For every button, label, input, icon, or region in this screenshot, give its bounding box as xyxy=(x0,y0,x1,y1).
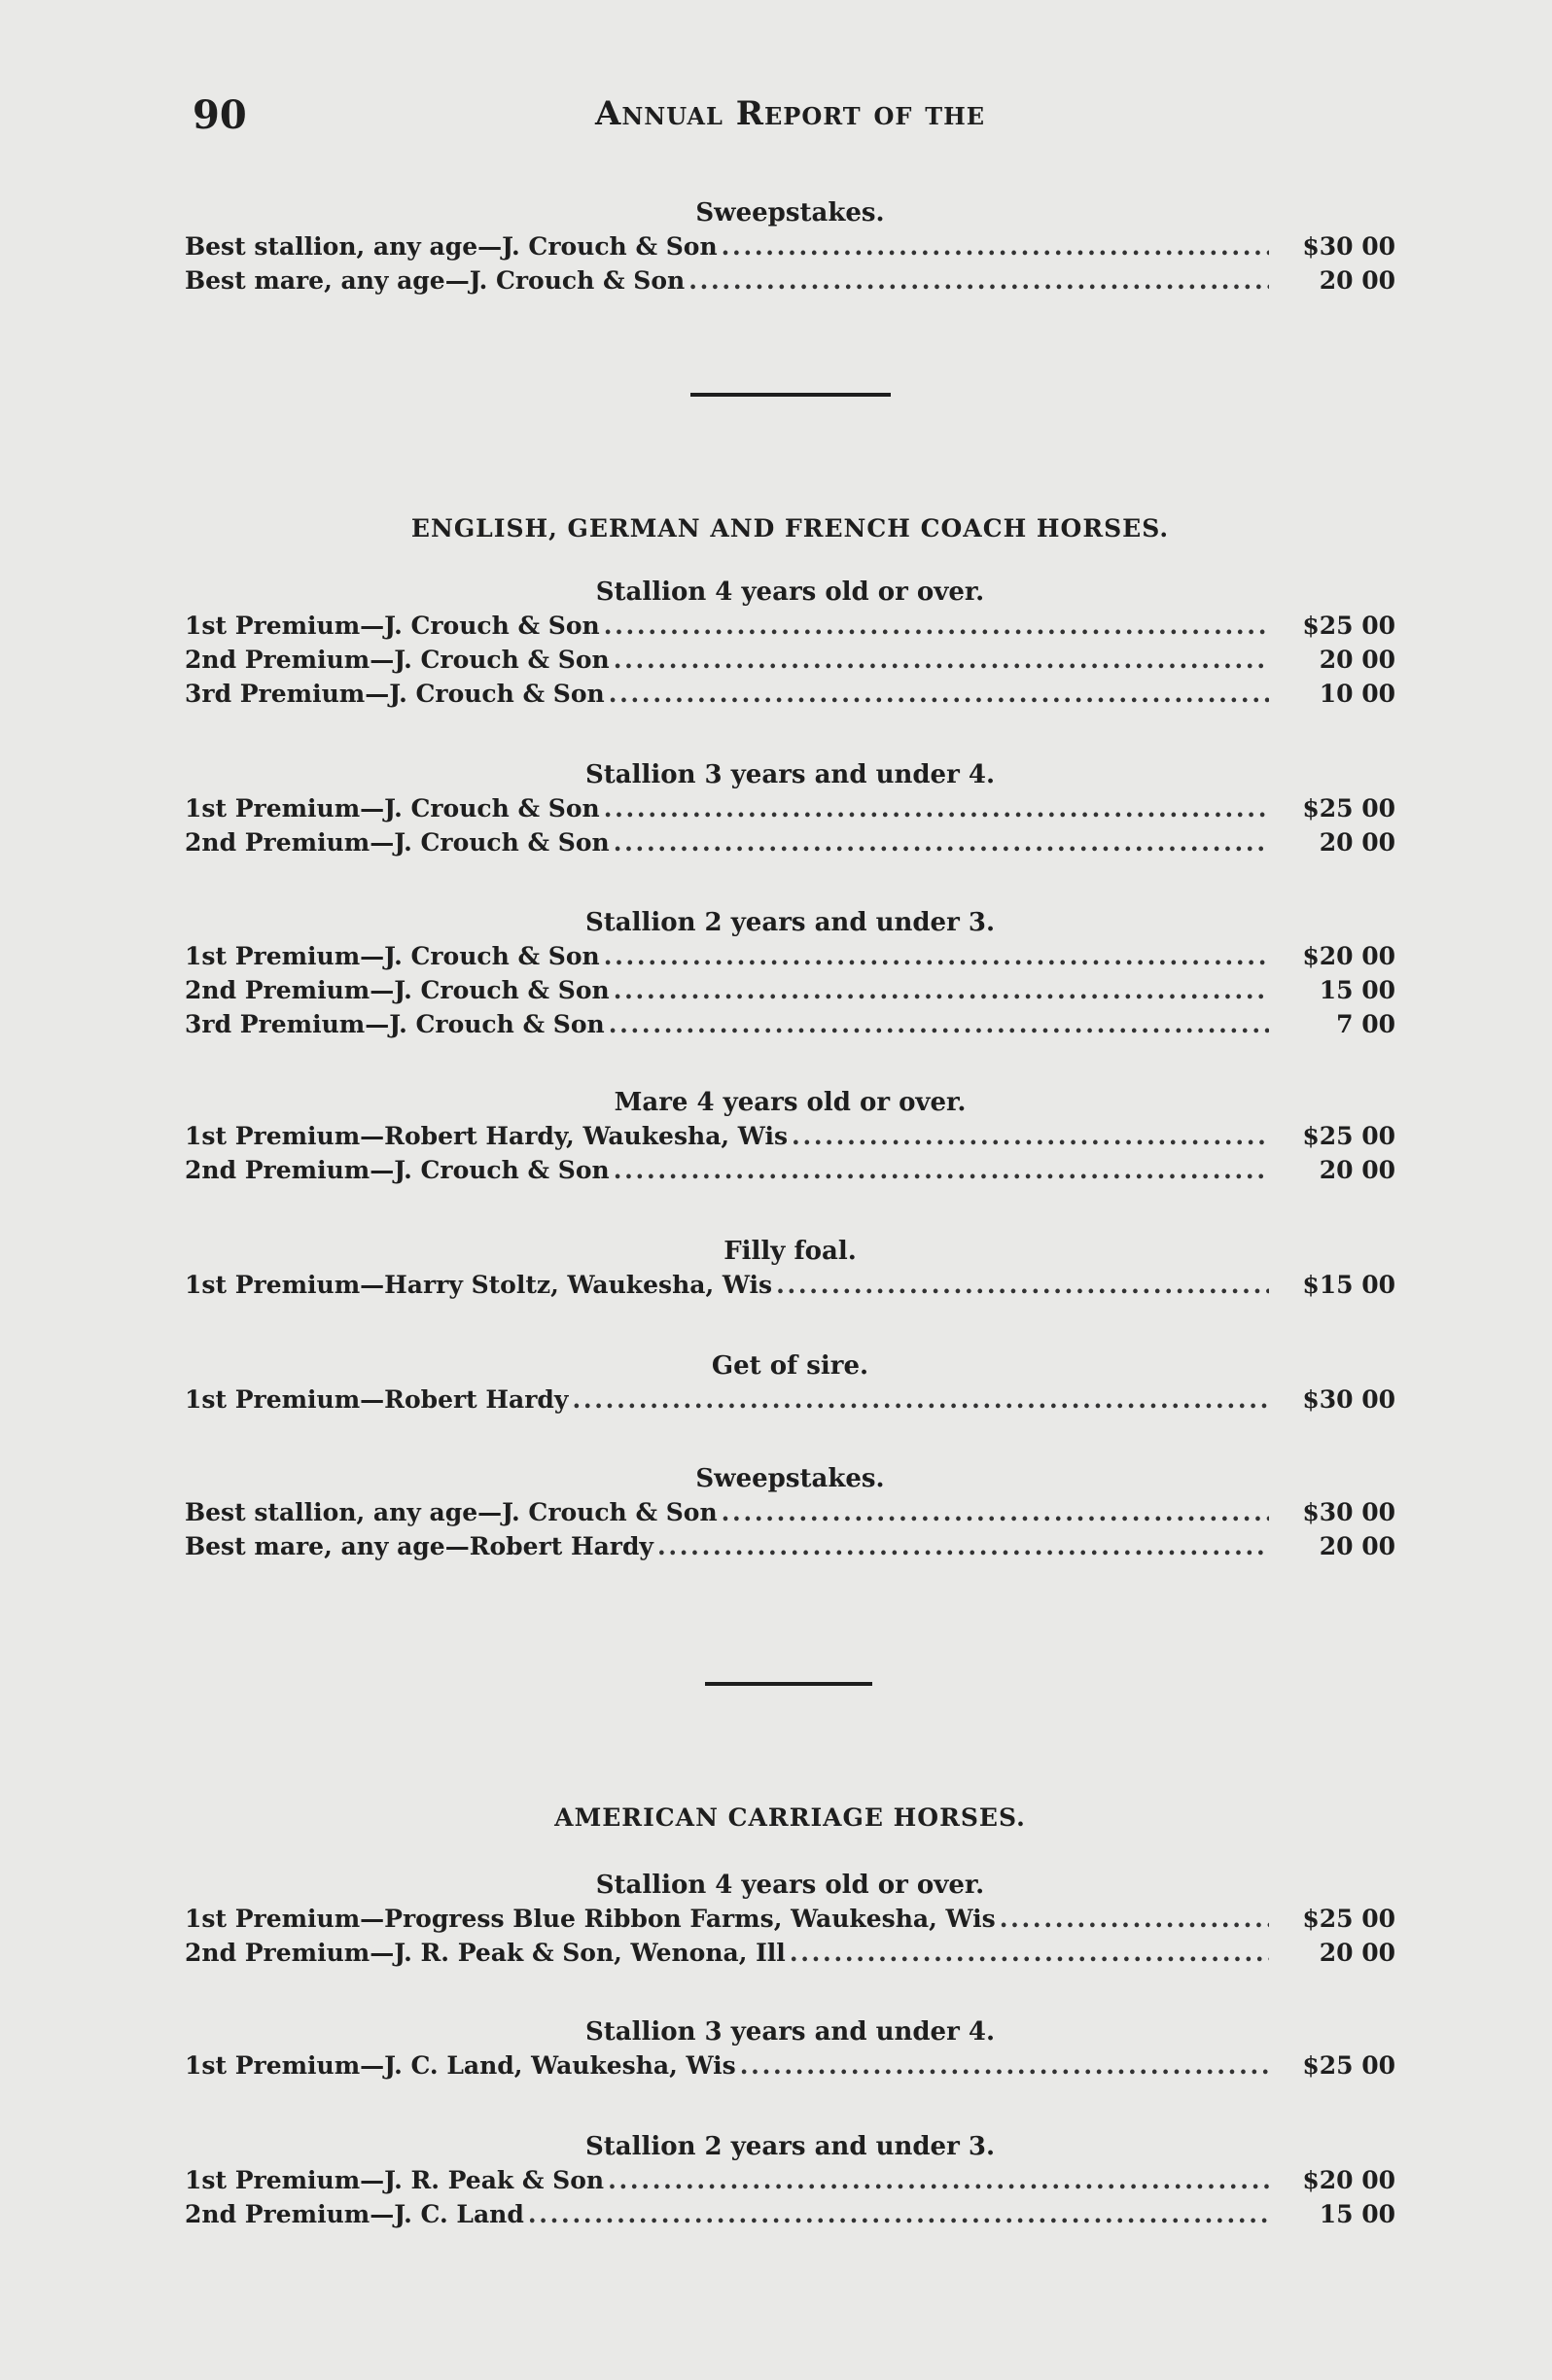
prize-amount: 15 00 xyxy=(1319,976,1395,1004)
premium-row xyxy=(185,609,1395,643)
dot-leader xyxy=(688,263,1269,298)
dot-leader xyxy=(776,1268,1269,1302)
dot-leader xyxy=(657,1529,1269,1563)
dot-leader xyxy=(604,939,1269,973)
group-mare-4-over xyxy=(185,1086,1395,1187)
subhead: Mare 4 years old or over. xyxy=(614,1088,967,1117)
group-stallion-3-4 xyxy=(185,758,1395,859)
premium-row xyxy=(185,939,1395,973)
subhead: Get of sire. xyxy=(711,1351,869,1381)
section-title: AMERICAN CARRIAGE HORSES. xyxy=(554,1803,1026,1832)
entry-text: 3rd Premium—J. Crouch & Son xyxy=(185,1010,605,1038)
entry-text: Best mare, any age—J. Crouch & Son xyxy=(185,266,686,295)
section-divider xyxy=(705,1682,872,1686)
entry-text: 2nd Premium—J. Crouch & Son xyxy=(185,976,610,1004)
entry-text: 1st Premium—J. C. Land, Waukesha, Wis xyxy=(185,2051,736,2080)
prize-amount: $30 00 xyxy=(1302,1498,1395,1526)
subhead: Stallion 2 years and under 3. xyxy=(585,908,995,937)
entry-text: 1st Premium—Harry Stoltz, Waukesha, Wis xyxy=(185,1271,773,1299)
premium-row xyxy=(185,2163,1395,2197)
dot-leader xyxy=(614,973,1269,1007)
entry-text: 1st Premium—J. Crouch & Son xyxy=(185,794,600,822)
prize-amount: 20 00 xyxy=(1319,1156,1395,1184)
prize-amount: 15 00 xyxy=(1319,2200,1395,2228)
prize-amount: 10 00 xyxy=(1319,680,1395,708)
dot-leader xyxy=(740,2048,1269,2082)
sweepstakes-top-section xyxy=(185,196,1395,298)
dot-leader xyxy=(604,609,1269,643)
premium-row xyxy=(185,825,1395,859)
prize-amount: $25 00 xyxy=(1302,794,1395,822)
dot-leader xyxy=(572,1382,1269,1417)
dot-leader xyxy=(792,1119,1269,1153)
dot-leader xyxy=(604,791,1269,825)
premium-row xyxy=(185,1119,1395,1153)
prize-amount: $25 00 xyxy=(1302,612,1395,640)
prize-amount: $20 00 xyxy=(1302,942,1395,970)
coach-horses-section xyxy=(185,509,1395,548)
entry-text: Best stallion, any age—J. Crouch & Son xyxy=(185,232,718,261)
carriage-group-stallion-2-3 xyxy=(185,2130,1395,2231)
prize-amount: $25 00 xyxy=(1302,1905,1395,1933)
dot-leader xyxy=(722,1495,1269,1529)
carriage-horses-section xyxy=(185,1799,1395,1838)
entry-text: 1st Premium—J. Crouch & Son xyxy=(185,942,600,970)
entry-text: 3rd Premium—J. Crouch & Son xyxy=(185,680,605,708)
subhead: Sweepstakes. xyxy=(695,1464,885,1493)
carriage-group-stallion-4-over xyxy=(185,1869,1395,1970)
group-stallion-2-3 xyxy=(185,906,1395,1041)
prize-amount: 20 00 xyxy=(1319,828,1395,857)
dot-leader xyxy=(790,1936,1269,1970)
premium-row xyxy=(185,791,1395,825)
prize-amount: $30 00 xyxy=(1302,1385,1395,1414)
premium-row xyxy=(185,2197,1395,2231)
section-divider xyxy=(690,393,891,397)
entry-text: 2nd Premium—J. Crouch & Son xyxy=(185,828,610,857)
prize-amount: $20 00 xyxy=(1302,2166,1395,2194)
running-title: Annual Report of the xyxy=(594,94,986,133)
entry-text: Best mare, any age—Robert Hardy xyxy=(185,1532,653,1560)
subhead: Stallion 4 years old or over. xyxy=(595,578,985,607)
entry-text: 2nd Premium—J. C. Land xyxy=(185,2200,524,2228)
dot-leader xyxy=(608,2163,1269,2197)
subhead: Filly foal. xyxy=(723,1237,857,1266)
dot-leader xyxy=(609,1007,1269,1041)
premium-row xyxy=(185,1268,1395,1302)
prize-amount: $25 00 xyxy=(1302,1122,1395,1150)
group-sweepstakes xyxy=(185,1462,1395,1563)
dot-leader xyxy=(609,677,1269,711)
page-header xyxy=(185,92,1395,151)
dot-leader xyxy=(614,1153,1269,1187)
prize-amount: 20 00 xyxy=(1319,646,1395,674)
group-filly-foal xyxy=(185,1235,1395,1302)
prize-amount: 20 00 xyxy=(1319,1939,1395,1967)
prize-amount: $30 00 xyxy=(1302,232,1395,261)
entry-text: 1st Premium—Robert Hardy xyxy=(185,1385,569,1414)
subhead: Stallion 4 years old or over. xyxy=(595,1871,985,1900)
premium-row xyxy=(185,1007,1395,1041)
entry-text: 1st Premium—Robert Hardy, Waukesha, Wis xyxy=(185,1122,789,1150)
premium-row xyxy=(185,643,1395,677)
subhead: Stallion 3 years and under 4. xyxy=(585,2017,995,2047)
entry-text: 2nd Premium—J. R. Peak & Son, Wenona, Ill xyxy=(185,1939,786,1967)
prize-amount: $15 00 xyxy=(1302,1271,1395,1299)
premium-row xyxy=(185,1382,1395,1417)
premium-row xyxy=(185,1902,1395,1936)
prize-amount: 20 00 xyxy=(1319,266,1395,295)
section-title: ENGLISH, GERMAN AND FRENCH COACH HORSES. xyxy=(410,514,1170,542)
prize-amount: $25 00 xyxy=(1302,2051,1395,2080)
premium-row xyxy=(185,229,1395,263)
group-get-of-sire xyxy=(185,1349,1395,1417)
dot-leader xyxy=(722,229,1269,263)
subhead: Stallion 2 years and under 3. xyxy=(585,2132,995,2161)
premium-row xyxy=(185,1153,1395,1187)
prize-amount: 20 00 xyxy=(1319,1532,1395,1560)
subhead: Sweepstakes. xyxy=(695,198,885,228)
group-stallion-4-over xyxy=(185,576,1395,711)
page-number: 90 xyxy=(193,92,247,138)
entry-text: 2nd Premium—J. Crouch & Son xyxy=(185,646,610,674)
subhead: Stallion 3 years and under 4. xyxy=(585,760,995,789)
dot-leader xyxy=(614,643,1269,677)
prize-amount: 7 00 xyxy=(1336,1010,1395,1038)
premium-row xyxy=(185,973,1395,1007)
premium-row xyxy=(185,677,1395,711)
entry-text: 1st Premium—J. Crouch & Son xyxy=(185,612,600,640)
entry-text: 1st Premium—J. R. Peak & Son xyxy=(185,2166,605,2194)
premium-row xyxy=(185,2048,1395,2082)
premium-row xyxy=(185,263,1395,298)
dot-leader xyxy=(1000,1902,1269,1936)
entry-text: 1st Premium—Progress Blue Ribbon Farms, Waukesha, Wis xyxy=(185,1905,996,1933)
premium-row xyxy=(185,1936,1395,1970)
entry-text: 2nd Premium—J. Crouch & Son xyxy=(185,1156,610,1184)
dot-leader xyxy=(614,825,1269,859)
entry-text: Best stallion, any age—J. Crouch & Son xyxy=(185,1498,718,1526)
premium-row xyxy=(185,1529,1395,1563)
carriage-group-stallion-3-4 xyxy=(185,2015,1395,2082)
premium-row xyxy=(185,1495,1395,1529)
dot-leader xyxy=(528,2197,1269,2231)
